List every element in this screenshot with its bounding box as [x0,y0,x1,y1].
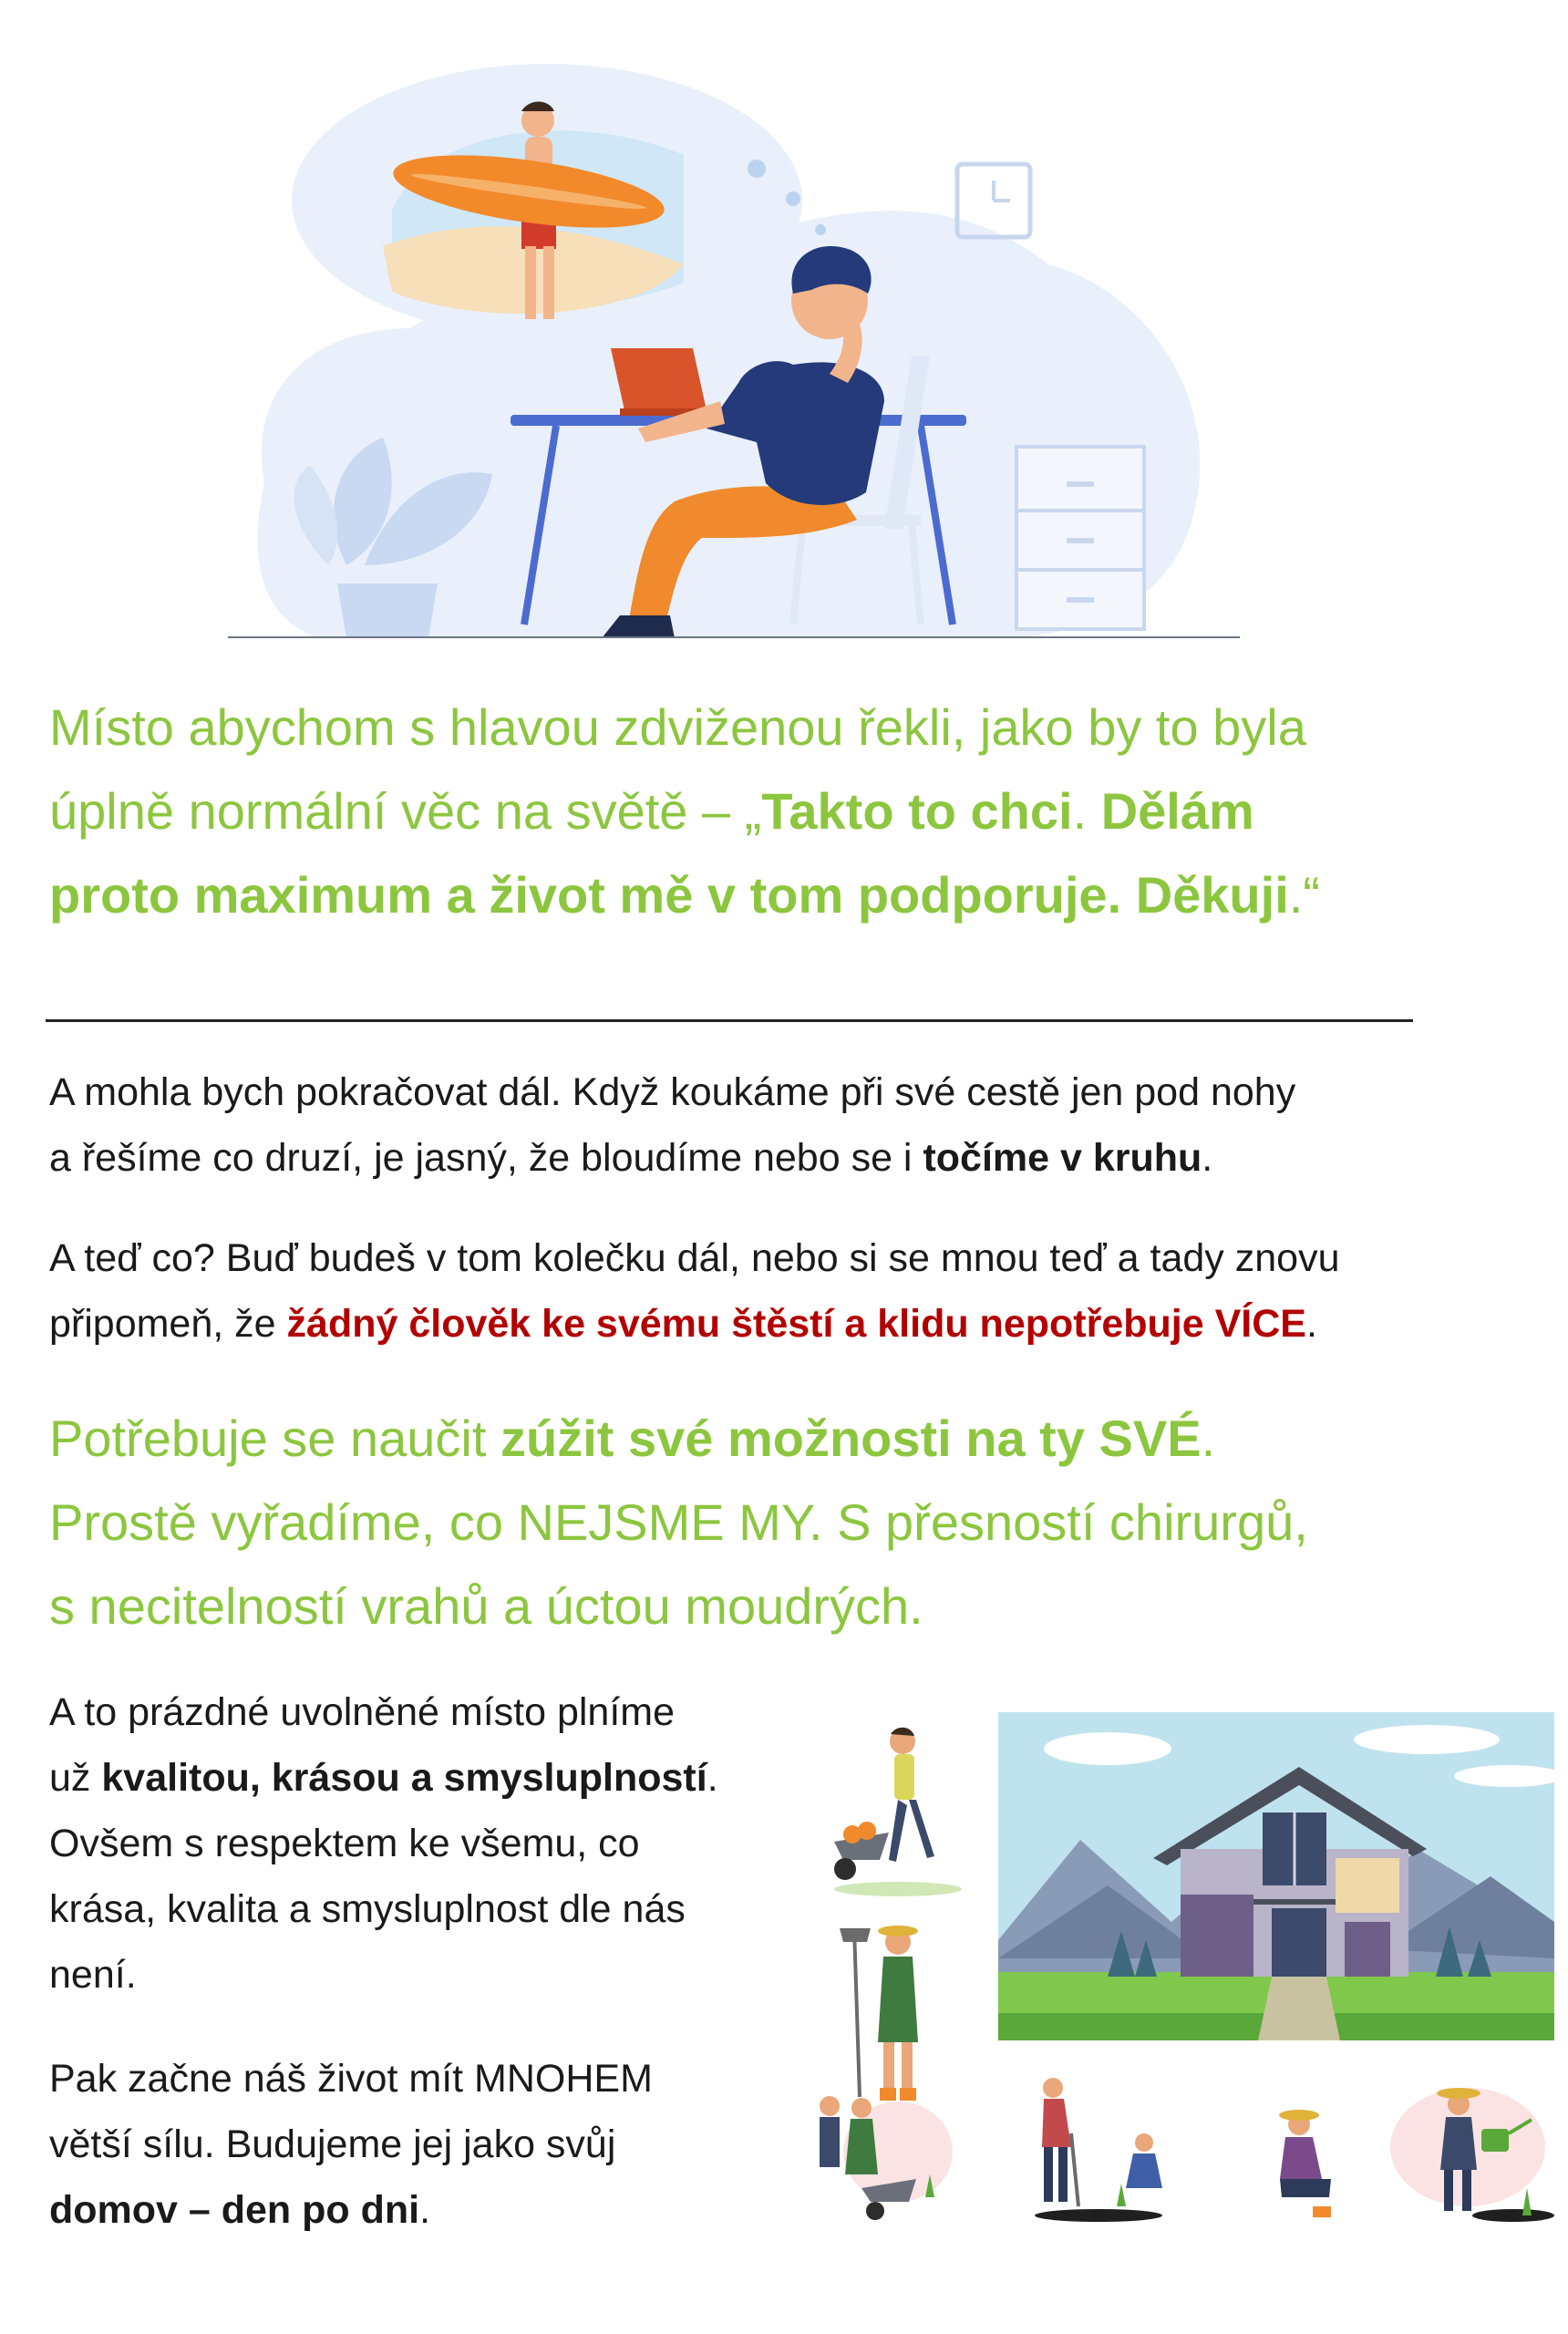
quote-text: úplně normální věc na světě – „ [49,782,762,840]
paragraph-bold-text: domov – den po dni [49,2188,420,2232]
paragraph-text: . [1305,1302,1317,1346]
gardening-couple-illustration [807,2088,953,2225]
paragraph-line [49,2177,779,2243]
paragraph-1 [49,1059,1471,1191]
paragraph-text: už [49,1756,102,1800]
quote-bold-text: Takto to chci [761,782,1073,840]
highlight-line-3: s necitelností vrahů a úctou moudrých. [49,1577,923,1635]
highlight-block [49,1397,1508,1648]
gardener-with-wheelbarrow-illustration [825,1723,962,1896]
paragraph-line: krása, kvalita a smysluplnost dle nás [49,1887,686,1931]
paragraph-line: větší sílu. Budujeme jej jako svůj [49,2122,616,2166]
gardener-watering-illustration [1377,2079,1559,2225]
paragraph-line [49,1125,1471,1191]
paragraph-text: připomeň, že [49,1302,287,1346]
quote-line-1: Místo abychom s hlavou zdviženou řekli, jako by to byla [49,698,1306,756]
paragraph-line: A to prázdné uvolněné místo plníme [49,1690,676,1734]
hero-illustration [210,55,1258,638]
paragraph-line: Pak začne náš život mít MNOHEM [49,2057,653,2101]
highlight-text: Potřebuje se naučit [49,1410,500,1467]
paragraph-line: A teď co? Buď budeš v tom kolečku dál, nebo si se mnou teď a tady znovu [49,1236,1340,1280]
paragraph-4 [49,2046,779,2243]
paragraph-3 [49,1679,779,2008]
paragraph-bold-text: točíme v kruhu [923,1136,1202,1180]
highlight-bold-text: zúžit své možnosti na ty SVÉ [500,1410,1202,1467]
paragraph-line [49,1291,1508,1357]
quote-text: .“ [1288,866,1320,924]
divider [46,1019,1413,1022]
quote-text: . [1072,782,1101,840]
laptop [611,348,707,410]
highlight-text: žádný člověk ke svému štěstí a klidu nepotřebuje VÍCE [286,1302,1306,1346]
paragraph-text: . [707,1756,718,1800]
paragraph-line: není. [49,1953,137,1997]
quote-bold-text: proto maximum a život mě v tom podporuje. Děkuji [49,866,1289,924]
gardener-with-rake-illustration [834,1915,944,2106]
quote-bold-text: Dělám [1100,782,1254,840]
paragraph-line: A mohla bych pokračovat dál. Když koukáme při své cestě jen pod nohy [49,1070,1296,1114]
quote-line-3 [49,853,1471,937]
gardener-kneeling-illustration [1249,2106,1358,2225]
paragraph-2 [49,1225,1508,1357]
highlight-line-1 [49,1397,1508,1481]
highlight-text: . [1201,1410,1216,1467]
paragraph-text: a řešíme co druzí, je jasný, že bloudíme nebo se i [49,1136,923,1180]
paragraph-text: . [1202,1136,1213,1180]
gardener-planting-illustration [1007,2070,1190,2225]
paragraph-text: . [419,2188,431,2232]
paragraph-bold-text: kvalitou, krásou a smysluplností [101,1756,707,1800]
house-illustration [998,1712,1554,2040]
highlight-line-2: Prostě vyřadíme, co NEJSME MY. S přesností chirurgů, [49,1493,1308,1551]
quote-line-2 [49,769,1471,853]
quote-block [49,686,1471,937]
paragraph-line: Ovšem s respektem ke všemu, co [49,1822,640,1865]
paragraph-line [49,1745,779,1811]
